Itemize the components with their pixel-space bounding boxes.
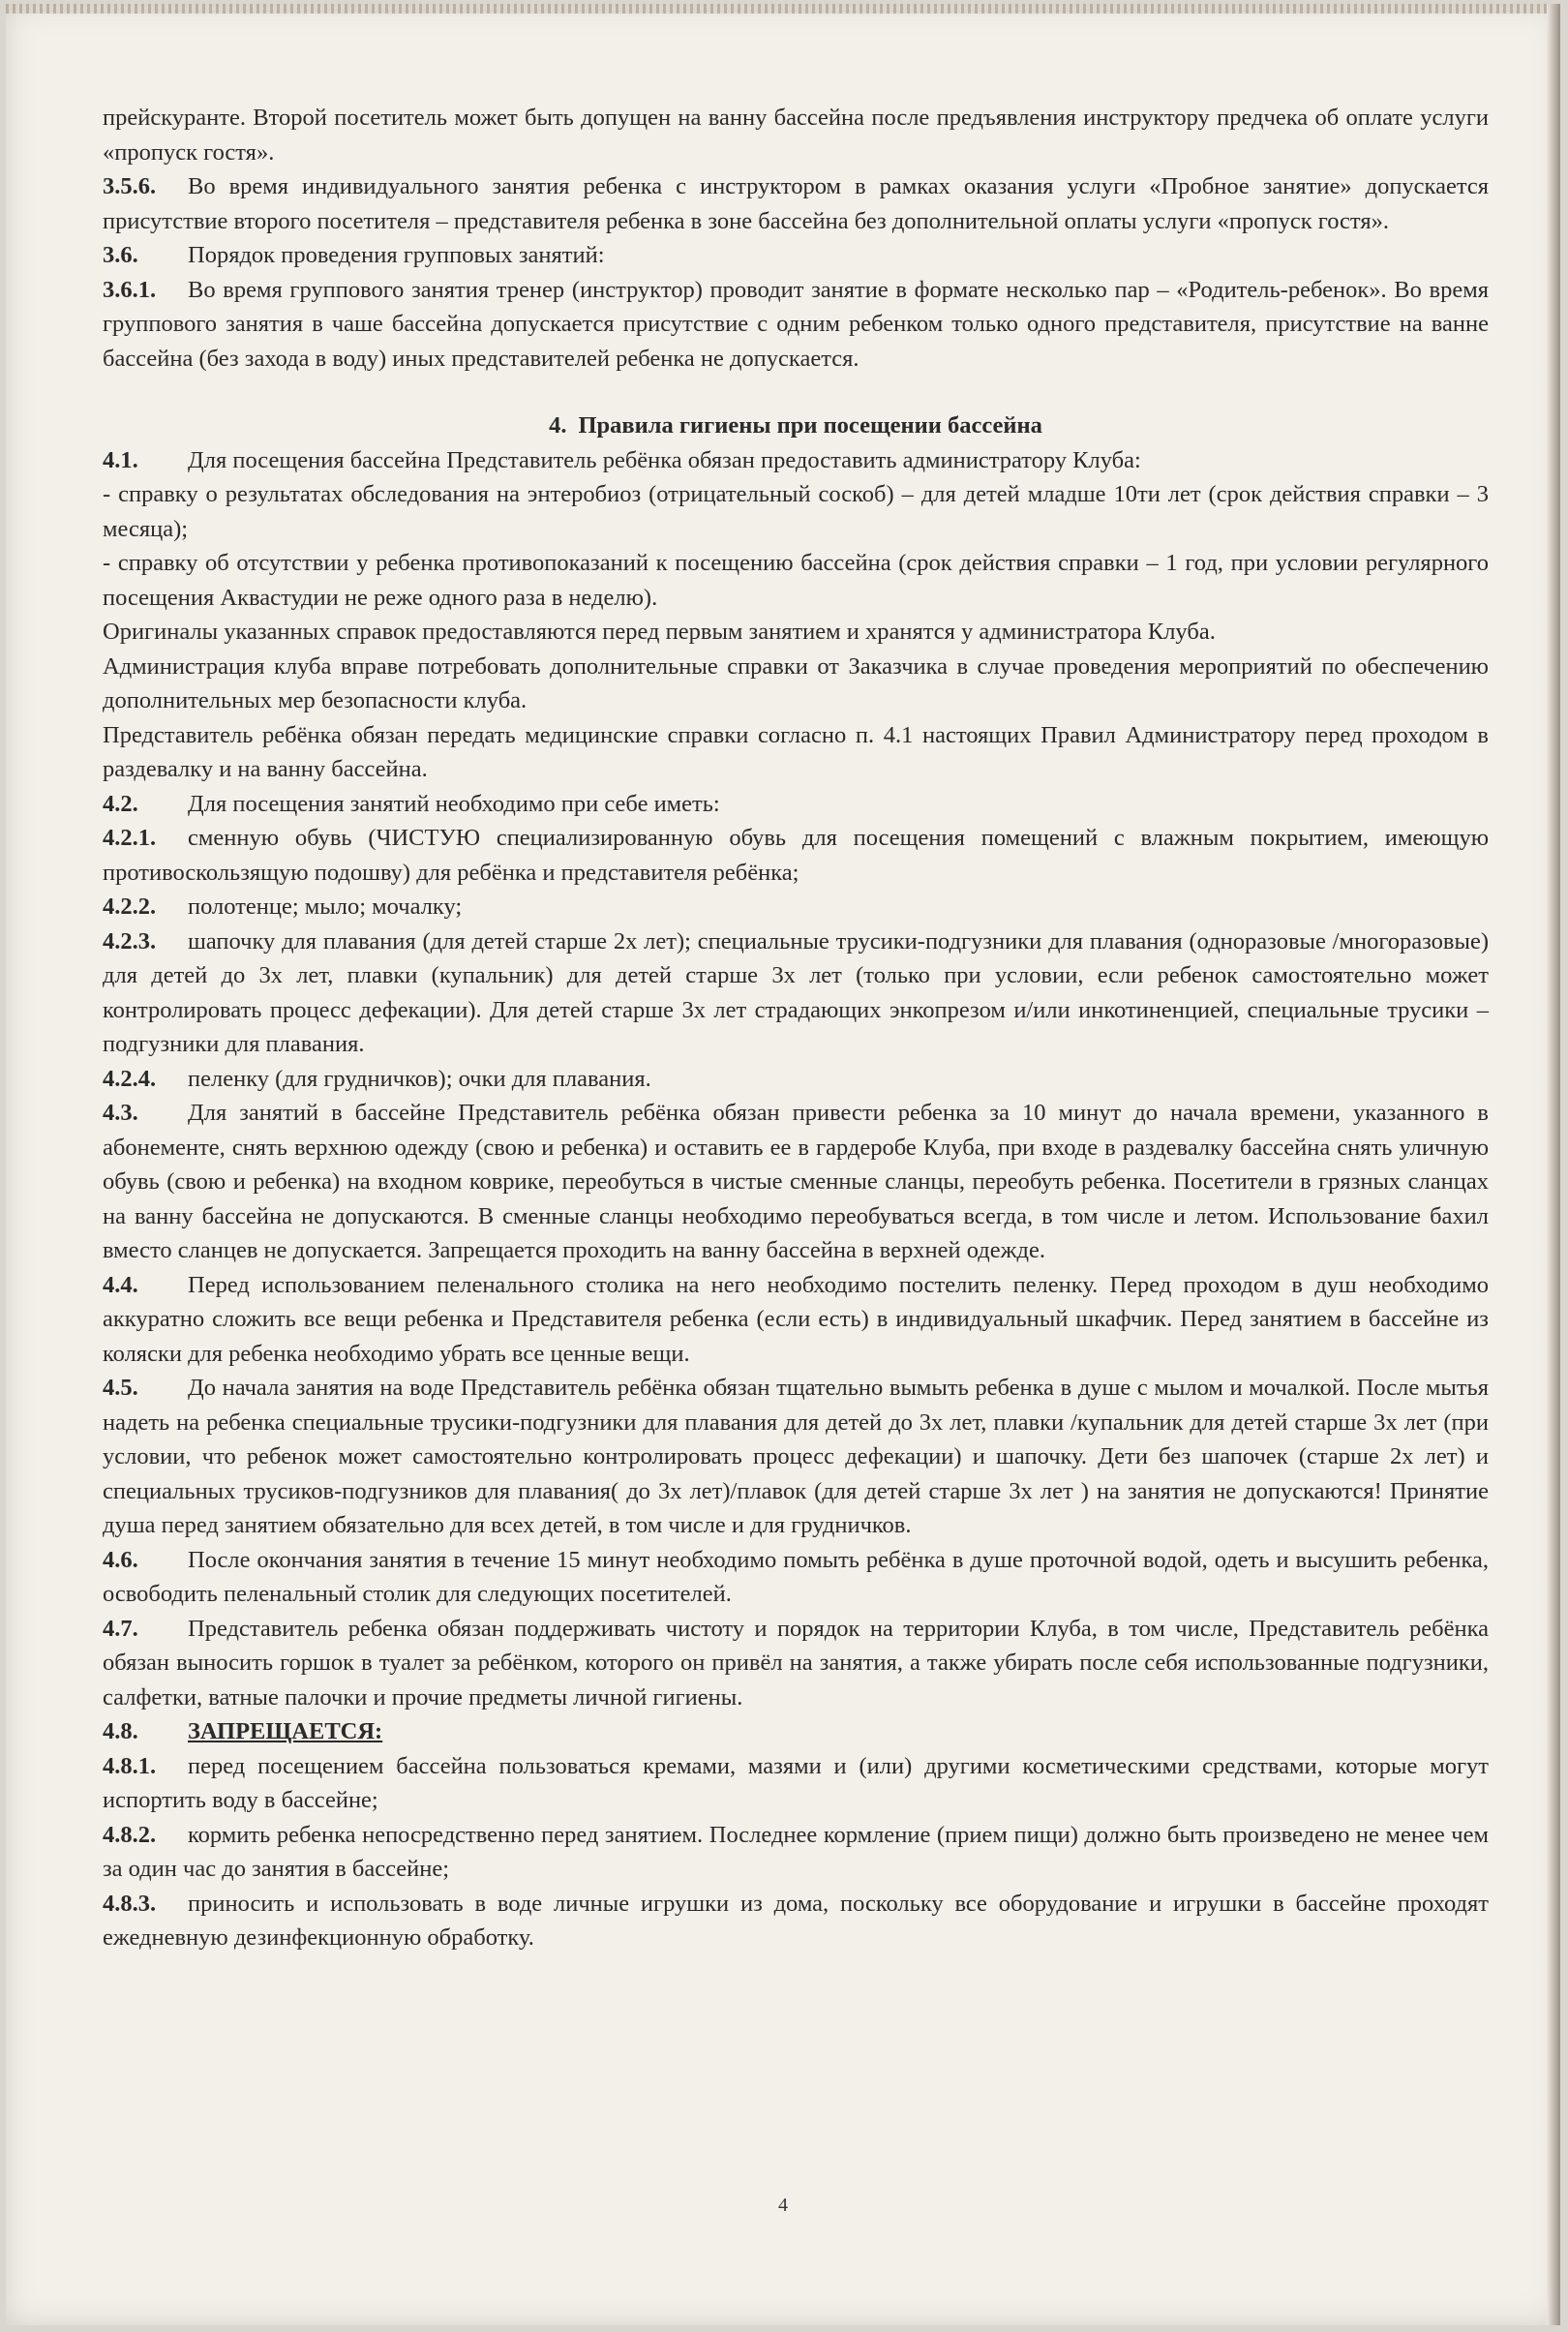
list-item xyxy=(103,477,1489,546)
paragraph-text: До начала занятия на воде Представитель ребёнка обязан тщательно вымыть ребенка в душе с мылом и мочалкой. После мытья надеть на ребенка специальные трусики-подгузники для плавания для детей до 3х лет, плавки /купальник для детей старше 3х лет (при условии, что ребенок может самостоятельно контролировать процесс дефекации) и шапочку. Дети без шапочек (старше 2х лет) и специальных трусиков-подгузников для плавания( до 3х лет)/плавок (для детей старше 3х лет ) на занятия не допускаются! Принятие душа перед занятием обязательно для всех детей, в том числе и для грудничков. xyxy=(103,1375,1489,1538)
paragraph-text: Для занятий в бассейне Представитель ребёнка обязан привести ребенка за 10 минут до начала времени, указанного в абонементе, снять верхнюю одежду (свою и ребенка) и оставить ее в гардеробе Клуба, при входе в раздевалку бассейна снять уличную обувь (свою и ребенка) на входном коврике, переобуться в чистые сменные сланцы, переобуть ребенка. Посетители в грязных сланцах на ванну бассейна не допускаются. В сменные сланцы необходимо переобуваться всегда, в том числе и летом. Использование бахил вместо сланцев не допускается. Запрещается проходить на ванну бассейна в верхней одежде. xyxy=(103,1100,1489,1263)
paragraph-text: - справку об отсутствии у ребенка противопоказаний к посещению бассейна (срок действия справки – 1 год, при условии регулярного посещения Аквастудии не реже одного раза в неделю). xyxy=(103,550,1489,611)
paragraph-4-2 xyxy=(103,787,1489,822)
paragraph-4-3 xyxy=(103,1096,1489,1268)
paragraph-4-7 xyxy=(103,1612,1489,1715)
paragraph-text: Администрация клуба вправе потребовать дополнительные справки от Заказчика в случае проведения мероприятий по обеспечению дополнительных мер безопасности клуба. xyxy=(103,652,1489,713)
paragraph-4-8 xyxy=(103,1714,1489,1749)
clause-number: 4.2.2. xyxy=(103,893,157,920)
section-heading xyxy=(103,409,1489,443)
paragraph-3-6-1 xyxy=(103,273,1489,377)
clause-number: 4.4. xyxy=(103,1271,138,1298)
paragraph-text: Представитель ребенка обязан поддерживать чистоту и порядок на территории Клуба, в том числе, Представитель ребёнка обязан выносить горшок в туалет за ребёнком, которого он привёл на занятия, а также убирать после себя использованные подгузники, салфетки, ватные палочки и прочие предметы личной гигиены. xyxy=(103,1615,1489,1711)
paragraph-text: Представитель ребёнка обязан передать медицинские справки согласно п. 4.1 настоящих Правил Администратору перед проходом в раздевалку и на ванну бассейна. xyxy=(103,721,1489,782)
section-title: Правила гигиены при посещении бассейна xyxy=(578,412,1042,439)
paragraph xyxy=(103,650,1489,718)
page-edge-right xyxy=(1547,4,1560,2325)
paragraph-4-4 xyxy=(103,1268,1489,1372)
paragraph-text: полотенце; мыло; мочалку; xyxy=(188,893,463,920)
clause-number: 4.2.4. xyxy=(103,1065,157,1092)
paragraph-4-8-2 xyxy=(103,1818,1489,1887)
paragraph-text: перед посещением бассейна пользоваться кремами, мазями и (или) другими косметическими средствами, которые могут испортить воду в бассейне; xyxy=(103,1752,1489,1813)
paragraph-text: пеленку (для грудничков); очки для плавания. xyxy=(188,1065,651,1092)
paragraph-text: Оригиналы указанных справок предоставляются перед первым занятием и хранятся у администратора Клуба. xyxy=(103,619,1216,645)
list-item xyxy=(103,546,1489,615)
clause-number: 4.8.2. xyxy=(103,1821,157,1848)
paragraph-4-8-1 xyxy=(103,1749,1489,1818)
clause-number: 3.6.1. xyxy=(103,276,157,303)
clause-number: 3.5.6. xyxy=(103,173,157,199)
clause-number: 4.5. xyxy=(103,1375,138,1401)
paragraph-text: - справку о результатах обследования на энтеробиоз (отрицательный соскоб) – для детей младше 10ти лет (срок действия справки – 3 месяца); xyxy=(103,481,1489,542)
document-page xyxy=(6,4,1560,2325)
paragraph-3-6 xyxy=(103,238,1489,273)
paragraph-text: Во время индивидуального занятия ребенка с инструктором в рамках оказания услуги «Пробное занятие» допускается присутствие второго посетителя – представителя ребенка в зоне бассейна без дополнительной оплаты услуги «пропуск гостя». xyxy=(103,173,1489,234)
paragraph-4-2-3 xyxy=(103,924,1489,1062)
page-edge-top xyxy=(6,4,1560,14)
paragraph-text: приносить и использовать в воде личные игрушки из дома, поскольку все оборудование и игрушки в бассейне проходят ежедневную дезинфекционную обработку. xyxy=(103,1890,1489,1951)
clause-number: 3.6. xyxy=(103,242,138,268)
page-number: 4 xyxy=(778,2195,788,2216)
paragraph-4-8-3 xyxy=(103,1887,1489,1955)
clause-number: 4.2.1. xyxy=(103,825,157,851)
clause-number: 4.2. xyxy=(103,790,138,817)
clause-number: 4.1. xyxy=(103,446,138,473)
paragraph xyxy=(103,718,1489,787)
paragraph-4-2-2 xyxy=(103,890,1489,924)
paragraph-text: После окончания занятия в течение 15 минут необходимо помыть ребёнка в душе проточной водой, одеть и высушить ребенка, освободить пеленальный столик для следующих посетителей. xyxy=(103,1546,1489,1607)
clause-number: 4.7. xyxy=(103,1615,138,1642)
paragraph-4-1 xyxy=(103,443,1489,478)
paragraph-4-6 xyxy=(103,1543,1489,1612)
clause-number: 4.8.1. xyxy=(103,1752,157,1779)
paragraph-text: шапочку для плавания (для детей старше 2х лет); специальные трусики-подгузники для плавания (одноразовые /многоразовые) для детей до 3х лет, плавки (купальник) для детей старше 3х лет (только при условии, если ребенок самостоятельно может контролировать процесс дефекации). Для детей старше 3х лет страдающих энкопрезом и/или инкотиненцией, специальные трусики – подгузники для плавания. xyxy=(103,927,1489,1057)
paragraph-4-2-1 xyxy=(103,821,1489,890)
clause-number: 4.8.3. xyxy=(103,1890,157,1917)
paragraph-3-5-6 xyxy=(103,169,1489,238)
forbidden-label: ЗАПРЕЩАЕТСЯ: xyxy=(188,1718,383,1744)
paragraph-text: Для посещения бассейна Представитель ребёнка обязан предоставить администратору Клуба: xyxy=(188,446,1141,473)
section-number: 4. xyxy=(549,412,567,439)
paragraph xyxy=(103,615,1489,650)
clause-number: 4.3. xyxy=(103,1100,138,1126)
paragraph-text: Порядок проведения групповых занятий: xyxy=(188,242,605,268)
paragraph-4-5 xyxy=(103,1371,1489,1543)
paragraph-text: прейскуранте. Второй посетитель может быть допущен на ванну бассейна после предъявления инструктору предчека об оплате услуги «пропуск гостя». xyxy=(103,105,1489,166)
paragraph-text: Перед использованием пеленального столика на него необходимо постелить пеленку. Перед проходом в душ необходимо аккуратно сложить все вещи ребенка и Представителя ребенка (если есть) в индивидуальный шкафчик. Перед занятием в бассейне из коляски для ребенка необходимо убрать все ценные вещи. xyxy=(103,1271,1489,1367)
paragraph xyxy=(103,101,1489,169)
clause-number: 4.8. xyxy=(103,1718,138,1744)
paragraph-text: Во время группового занятия тренер (инструктор) проводит занятие в формате несколько пар – «Родитель-ребенок». Во время группового занятия в чаше бассейна допускается присутствие с одним ребенком только одного представителя, присутствие на ванне бассейна (без захода в воду) иных представителей ребенка не допускается. xyxy=(103,276,1489,372)
clause-number: 4.6. xyxy=(103,1546,138,1573)
paragraph-text: сменную обувь (ЧИСТУЮ специализированную обувь для посещения помещений с влажным покрытием, имеющую противоскользящую подошву) для ребёнка и представителя ребёнка; xyxy=(103,825,1489,886)
paragraph-text: Для посещения занятий необходимо при себе иметь: xyxy=(188,790,720,817)
paragraph-text: кормить ребенка непосредственно перед занятием. Последнее кормление (прием пищи) должно быть произведено не менее чем за один час до занятия в бассейне; xyxy=(103,1821,1489,1882)
page-content xyxy=(103,101,1489,1955)
paragraph-4-2-4 xyxy=(103,1062,1489,1097)
clause-number: 4.2.3. xyxy=(103,927,157,954)
